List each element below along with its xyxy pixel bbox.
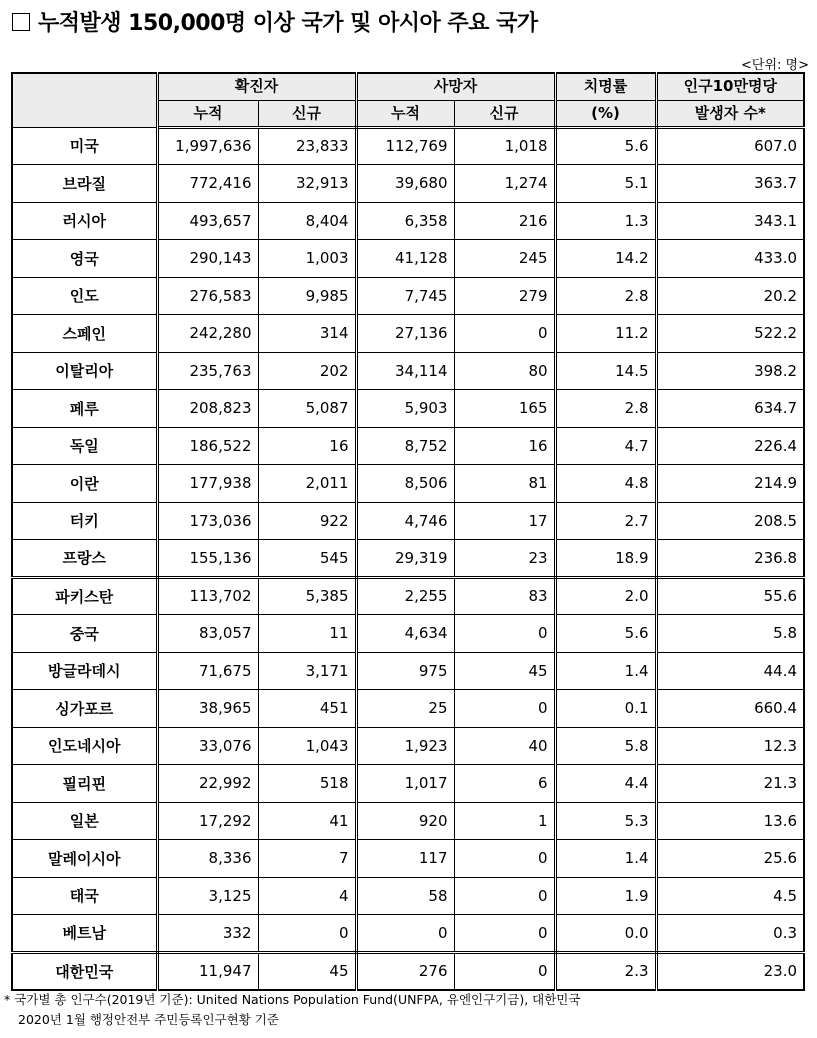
per100k-cell: 363.7 bbox=[656, 165, 804, 203]
fatality-cell: 5.3 bbox=[555, 802, 656, 840]
per100k-cell: 634.7 bbox=[656, 390, 804, 428]
conf-cum-cell: 11,947 bbox=[157, 952, 258, 990]
conf-cum-cell: 242,280 bbox=[157, 315, 258, 353]
conf-cum-cell: 38,965 bbox=[157, 690, 258, 728]
conf-cum-cell: 235,763 bbox=[157, 352, 258, 390]
conf-new-cell: 41 bbox=[258, 802, 356, 840]
death-new-cell: 45 bbox=[454, 652, 555, 690]
fatality-cell: 4.4 bbox=[555, 765, 656, 803]
country-cell: 터키 bbox=[12, 502, 157, 540]
header-per100k-line2: 발생자 수* bbox=[656, 100, 804, 127]
death-cum-cell: 39,680 bbox=[356, 165, 454, 203]
death-cum-cell: 117 bbox=[356, 840, 454, 878]
document-title bbox=[12, 6, 538, 37]
conf-cum-cell: 186,522 bbox=[157, 427, 258, 465]
fatality-cell: 1.4 bbox=[555, 652, 656, 690]
conf-new-cell: 5,385 bbox=[258, 577, 356, 615]
conf-cum-cell: 33,076 bbox=[157, 727, 258, 765]
header-per100k-line1: 인구10만명당 bbox=[656, 73, 804, 100]
covid-stats-table bbox=[11, 72, 805, 991]
header-deaths: 사망자 bbox=[356, 73, 555, 100]
country-cell: 싱가포르 bbox=[12, 690, 157, 728]
table-row bbox=[12, 952, 804, 990]
country-cell: 필리핀 bbox=[12, 765, 157, 803]
death-new-cell: 80 bbox=[454, 352, 555, 390]
per100k-cell: 660.4 bbox=[656, 690, 804, 728]
fatality-cell: 4.7 bbox=[555, 427, 656, 465]
death-new-cell: 0 bbox=[454, 615, 555, 653]
death-cum-cell: 112,769 bbox=[356, 127, 454, 165]
death-new-cell: 1,018 bbox=[454, 127, 555, 165]
per100k-cell: 13.6 bbox=[656, 802, 804, 840]
fatality-cell: 11.2 bbox=[555, 315, 656, 353]
footnote-line1: * 국가별 총 인구수(2019년 기준): United Nations Population Fund(UNFPA, 유엔인구기금), 대한민국 bbox=[4, 992, 581, 1007]
fatality-cell: 1.3 bbox=[555, 202, 656, 240]
conf-cum-cell: 113,702 bbox=[157, 577, 258, 615]
header-fatality: 치명률 bbox=[555, 73, 656, 100]
table-row bbox=[12, 315, 804, 353]
per100k-cell: 23.0 bbox=[656, 952, 804, 990]
country-cell: 브라질 bbox=[12, 165, 157, 203]
footnote bbox=[4, 990, 580, 1030]
table-row bbox=[12, 127, 804, 165]
death-cum-cell: 7,745 bbox=[356, 277, 454, 315]
unit-label: <단위: 명> bbox=[741, 58, 809, 73]
country-cell: 말레이시아 bbox=[12, 840, 157, 878]
header-deaths-new: 신규 bbox=[454, 100, 555, 127]
fatality-cell: 5.6 bbox=[555, 615, 656, 653]
country-cell: 독일 bbox=[12, 427, 157, 465]
per100k-cell: 433.0 bbox=[656, 240, 804, 278]
death-new-cell: 6 bbox=[454, 765, 555, 803]
conf-new-cell: 3,171 bbox=[258, 652, 356, 690]
country-cell: 베트남 bbox=[12, 915, 157, 953]
conf-new-cell: 9,985 bbox=[258, 277, 356, 315]
per100k-cell: 522.2 bbox=[656, 315, 804, 353]
table-row bbox=[12, 502, 804, 540]
table-row bbox=[12, 240, 804, 278]
conf-cum-cell: 3,125 bbox=[157, 877, 258, 915]
death-cum-cell: 41,128 bbox=[356, 240, 454, 278]
country-cell: 중국 bbox=[12, 615, 157, 653]
country-cell: 태국 bbox=[12, 877, 157, 915]
death-new-cell: 0 bbox=[454, 915, 555, 953]
death-cum-cell: 276 bbox=[356, 952, 454, 990]
death-cum-cell: 8,752 bbox=[356, 427, 454, 465]
per100k-cell: 21.3 bbox=[656, 765, 804, 803]
conf-new-cell: 1,043 bbox=[258, 727, 356, 765]
death-new-cell: 1 bbox=[454, 802, 555, 840]
table-row bbox=[12, 765, 804, 803]
per100k-cell: 0.3 bbox=[656, 915, 804, 953]
footnote-line2: 2020년 1월 행정안전부 주민등록인구현황 기준 bbox=[18, 1012, 279, 1027]
conf-cum-cell: 772,416 bbox=[157, 165, 258, 203]
fatality-cell: 5.6 bbox=[555, 127, 656, 165]
conf-cum-cell: 173,036 bbox=[157, 502, 258, 540]
conf-new-cell: 518 bbox=[258, 765, 356, 803]
fatality-cell: 2.3 bbox=[555, 952, 656, 990]
death-new-cell: 23 bbox=[454, 540, 555, 578]
per100k-cell: 5.8 bbox=[656, 615, 804, 653]
per100k-cell: 12.3 bbox=[656, 727, 804, 765]
fatality-cell: 2.8 bbox=[555, 390, 656, 428]
table-row bbox=[12, 877, 804, 915]
conf-cum-cell: 155,136 bbox=[157, 540, 258, 578]
death-new-cell: 16 bbox=[454, 427, 555, 465]
death-cum-cell: 920 bbox=[356, 802, 454, 840]
table-row bbox=[12, 202, 804, 240]
conf-cum-cell: 276,583 bbox=[157, 277, 258, 315]
death-cum-cell: 29,319 bbox=[356, 540, 454, 578]
conf-new-cell: 545 bbox=[258, 540, 356, 578]
death-new-cell: 0 bbox=[454, 952, 555, 990]
conf-new-cell: 4 bbox=[258, 877, 356, 915]
fatality-cell: 18.9 bbox=[555, 540, 656, 578]
country-cell: 인도 bbox=[12, 277, 157, 315]
fatality-cell: 4.8 bbox=[555, 465, 656, 503]
country-cell: 인도네시아 bbox=[12, 727, 157, 765]
table-row bbox=[12, 465, 804, 503]
death-new-cell: 0 bbox=[454, 840, 555, 878]
fatality-cell: 0.0 bbox=[555, 915, 656, 953]
country-cell: 방글라데시 bbox=[12, 652, 157, 690]
per100k-cell: 607.0 bbox=[656, 127, 804, 165]
death-cum-cell: 8,506 bbox=[356, 465, 454, 503]
country-cell: 러시아 bbox=[12, 202, 157, 240]
conf-cum-cell: 290,143 bbox=[157, 240, 258, 278]
death-cum-cell: 6,358 bbox=[356, 202, 454, 240]
fatality-cell: 2.8 bbox=[555, 277, 656, 315]
per100k-cell: 4.5 bbox=[656, 877, 804, 915]
header-fatality-unit: (%) bbox=[555, 100, 656, 127]
death-cum-cell: 34,114 bbox=[356, 352, 454, 390]
per100k-cell: 55.6 bbox=[656, 577, 804, 615]
conf-cum-cell: 208,823 bbox=[157, 390, 258, 428]
fatality-cell: 2.7 bbox=[555, 502, 656, 540]
conf-new-cell: 32,913 bbox=[258, 165, 356, 203]
header-country bbox=[12, 73, 157, 127]
per100k-cell: 44.4 bbox=[656, 652, 804, 690]
table-row bbox=[12, 840, 804, 878]
table-row bbox=[12, 802, 804, 840]
death-new-cell: 83 bbox=[454, 577, 555, 615]
conf-new-cell: 2,011 bbox=[258, 465, 356, 503]
conf-new-cell: 5,087 bbox=[258, 390, 356, 428]
death-new-cell: 0 bbox=[454, 690, 555, 728]
title-text: 누적발생 150,000명 이상 국가 및 아시아 주요 국가 bbox=[38, 11, 538, 36]
per100k-cell: 25.6 bbox=[656, 840, 804, 878]
death-cum-cell: 1,017 bbox=[356, 765, 454, 803]
table-row bbox=[12, 165, 804, 203]
conf-new-cell: 16 bbox=[258, 427, 356, 465]
table-row bbox=[12, 577, 804, 615]
table-row bbox=[12, 540, 804, 578]
fatality-cell: 0.1 bbox=[555, 690, 656, 728]
table-row bbox=[12, 915, 804, 953]
conf-new-cell: 1,003 bbox=[258, 240, 356, 278]
per100k-cell: 343.1 bbox=[656, 202, 804, 240]
conf-cum-cell: 332 bbox=[157, 915, 258, 953]
country-cell: 일본 bbox=[12, 802, 157, 840]
conf-new-cell: 922 bbox=[258, 502, 356, 540]
death-cum-cell: 5,903 bbox=[356, 390, 454, 428]
death-cum-cell: 2,255 bbox=[356, 577, 454, 615]
death-new-cell: 165 bbox=[454, 390, 555, 428]
country-cell: 미국 bbox=[12, 127, 157, 165]
per100k-cell: 236.8 bbox=[656, 540, 804, 578]
checkbox-square-icon bbox=[12, 13, 30, 31]
header-confirmed-cumulative: 누적 bbox=[157, 100, 258, 127]
death-cum-cell: 27,136 bbox=[356, 315, 454, 353]
country-cell: 대한민국 bbox=[12, 952, 157, 990]
death-new-cell: 279 bbox=[454, 277, 555, 315]
per100k-cell: 208.5 bbox=[656, 502, 804, 540]
country-cell: 스페인 bbox=[12, 315, 157, 353]
header-confirmed: 확진자 bbox=[157, 73, 356, 100]
country-cell: 영국 bbox=[12, 240, 157, 278]
death-cum-cell: 25 bbox=[356, 690, 454, 728]
death-cum-cell: 0 bbox=[356, 915, 454, 953]
conf-new-cell: 8,404 bbox=[258, 202, 356, 240]
fatality-cell: 5.1 bbox=[555, 165, 656, 203]
conf-new-cell: 314 bbox=[258, 315, 356, 353]
conf-cum-cell: 493,657 bbox=[157, 202, 258, 240]
death-new-cell: 17 bbox=[454, 502, 555, 540]
conf-cum-cell: 1,997,636 bbox=[157, 127, 258, 165]
conf-new-cell: 11 bbox=[258, 615, 356, 653]
per100k-cell: 214.9 bbox=[656, 465, 804, 503]
conf-new-cell: 202 bbox=[258, 352, 356, 390]
per100k-cell: 398.2 bbox=[656, 352, 804, 390]
table-row bbox=[12, 277, 804, 315]
death-new-cell: 245 bbox=[454, 240, 555, 278]
fatality-cell: 14.5 bbox=[555, 352, 656, 390]
death-cum-cell: 4,746 bbox=[356, 502, 454, 540]
fatality-cell: 1.9 bbox=[555, 877, 656, 915]
death-new-cell: 81 bbox=[454, 465, 555, 503]
table-row bbox=[12, 427, 804, 465]
conf-new-cell: 0 bbox=[258, 915, 356, 953]
country-cell: 프랑스 bbox=[12, 540, 157, 578]
conf-new-cell: 45 bbox=[258, 952, 356, 990]
per100k-cell: 20.2 bbox=[656, 277, 804, 315]
table-row bbox=[12, 615, 804, 653]
conf-new-cell: 451 bbox=[258, 690, 356, 728]
conf-new-cell: 23,833 bbox=[258, 127, 356, 165]
fatality-cell: 2.0 bbox=[555, 577, 656, 615]
death-cum-cell: 4,634 bbox=[356, 615, 454, 653]
death-new-cell: 40 bbox=[454, 727, 555, 765]
conf-cum-cell: 71,675 bbox=[157, 652, 258, 690]
death-new-cell: 0 bbox=[454, 877, 555, 915]
conf-cum-cell: 22,992 bbox=[157, 765, 258, 803]
conf-new-cell: 7 bbox=[258, 840, 356, 878]
table-row bbox=[12, 690, 804, 728]
death-new-cell: 0 bbox=[454, 315, 555, 353]
death-new-cell: 216 bbox=[454, 202, 555, 240]
fatality-cell: 1.4 bbox=[555, 840, 656, 878]
country-cell: 페루 bbox=[12, 390, 157, 428]
country-cell: 이탈리아 bbox=[12, 352, 157, 390]
fatality-cell: 14.2 bbox=[555, 240, 656, 278]
header-deaths-cumulative: 누적 bbox=[356, 100, 454, 127]
per100k-cell: 226.4 bbox=[656, 427, 804, 465]
header-confirmed-new: 신규 bbox=[258, 100, 356, 127]
conf-cum-cell: 83,057 bbox=[157, 615, 258, 653]
country-cell: 이란 bbox=[12, 465, 157, 503]
death-cum-cell: 1,923 bbox=[356, 727, 454, 765]
death-new-cell: 1,274 bbox=[454, 165, 555, 203]
table-row bbox=[12, 352, 804, 390]
table-body bbox=[12, 127, 804, 990]
conf-cum-cell: 8,336 bbox=[157, 840, 258, 878]
death-cum-cell: 975 bbox=[356, 652, 454, 690]
fatality-cell: 5.8 bbox=[555, 727, 656, 765]
conf-cum-cell: 17,292 bbox=[157, 802, 258, 840]
table-row bbox=[12, 390, 804, 428]
country-cell: 파키스탄 bbox=[12, 577, 157, 615]
conf-cum-cell: 177,938 bbox=[157, 465, 258, 503]
table-row bbox=[12, 727, 804, 765]
death-cum-cell: 58 bbox=[356, 877, 454, 915]
table-row bbox=[12, 652, 804, 690]
